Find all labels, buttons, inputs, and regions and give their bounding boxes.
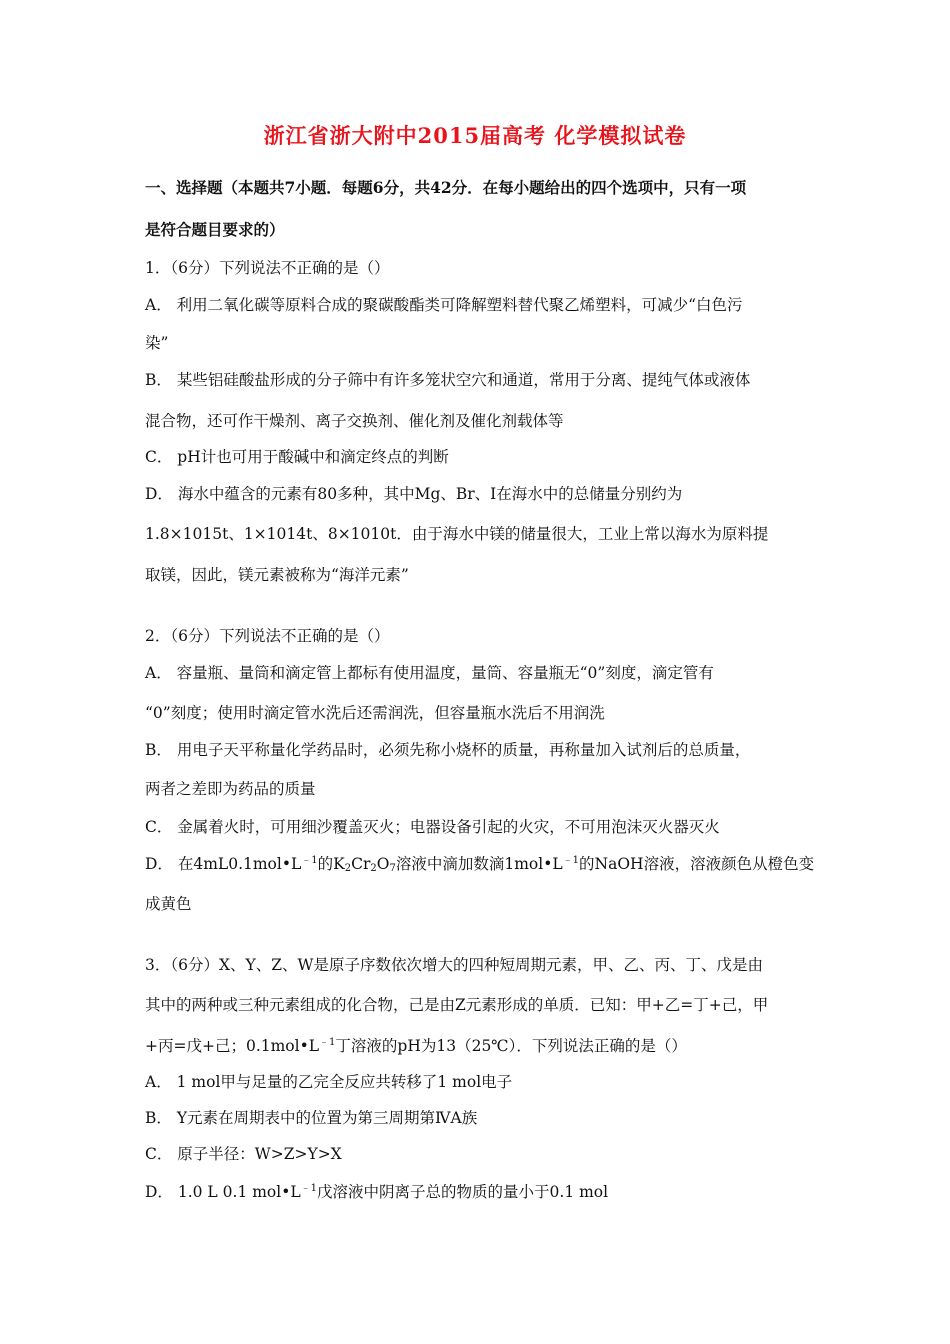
- q1-option-d-line2: 1.8×1015t、1×1014t、8×1010t．由于海水中镁的储量很大，工业上常以海水为原料提: [145, 525, 769, 543]
- q2-option-c: C． 金属着火时，可用细沙覆盖灭火；电器设备引起的火灾，不可用泡沫灭火器灭火: [145, 818, 720, 836]
- q3-stem-line2: 其中的两种或三种元素组成的化合物，己是由Z元素形成的单质．已知：甲+乙=丁+己，甲: [145, 996, 769, 1014]
- section-heading-line1: 一、选择题（本题共7小题．每题6分，共42分．在每小题给出的四个选项中，只有一项: [145, 178, 747, 197]
- page-title: 浙江省浙大附中2015届高考 化学模拟试卷: [263, 123, 687, 148]
- q2-option-b-line2: 两者之差即为药品的质量: [145, 780, 316, 798]
- q3-option-a: A． 1 mol甲与足量的乙完全反应共转移了1 mol电子: [145, 1073, 513, 1091]
- q3-option-d: [145, 1179, 810, 1202]
- q1-stem: 1．（6分）下列说法不正确的是（）: [145, 259, 390, 277]
- q3-stem-line3: [145, 1033, 810, 1056]
- q2-option-a-line1: A． 容量瓶、量筒和滴定管上都标有使用温度，量筒、容量瓶无“0”刻度，滴定管有: [145, 664, 714, 682]
- q2-d-text-5: 溶液中滴加数滴1mol•L: [395, 855, 563, 873]
- q3-option-b: B． Y元素在周期表中的位置为第三周期第ⅣA族: [145, 1109, 478, 1127]
- q2-option-d-line2: 成黄色: [145, 895, 192, 913]
- q1-option-d-line1: D． 海水中蕴含的元素有80多种，其中Mg、Br、I在海水中的总储量分别约为: [145, 485, 683, 503]
- q3-d-text-1: D． 1.0 L 0.1 mol•L: [145, 1183, 301, 1201]
- q2-d-text-1: D． 在4mL0.1mol•L: [145, 855, 302, 873]
- q1-option-d-line3: 取镁，因此，镁元素被称为“海洋元素”: [145, 566, 409, 584]
- q2-d-superscript-1: ﹣1: [301, 855, 318, 866]
- q2-d-text-6: 的NaOH溶液，溶液颜色从橙色变: [579, 855, 815, 873]
- q2-option-a-line2: “0”刻度；使用时滴定管水洗后还需润洗，但容量瓶水洗后不用润洗: [145, 704, 605, 722]
- q1-option-a-line1: A． 利用二氧化碳等原料合成的聚碳酸酯类可降解塑料替代聚乙烯塑料，可减少“白色污: [145, 296, 743, 314]
- q2-d-subscript-3: 7: [389, 863, 396, 874]
- q3-d-superscript: ﹣1: [300, 1183, 318, 1194]
- q2-d-text-4: O: [376, 855, 390, 873]
- q3-stem-text-2: 丁溶液的pH为13（25℃）．下列说法正确的是（）: [335, 1037, 687, 1055]
- q2-d-text-3: Cr: [351, 855, 371, 873]
- q2-d-superscript-2: ﹣1: [562, 855, 580, 866]
- q2-option-d-line1: [145, 851, 815, 874]
- q3-stem-text-1: +丙=戊+己；0.1mol•L: [145, 1037, 320, 1055]
- q2-stem: 2．（6分）下列说法不正确的是（）: [145, 627, 390, 645]
- q1-option-b-line2: 混合物，还可作干燥剂、离子交换剂、催化剂及催化剂载体等: [145, 412, 564, 430]
- section-heading-line2: 是符合题目要求的）: [145, 220, 285, 239]
- q3-d-text-2: 戊溶液中阴离子总的物质的量小于0.1 mol: [317, 1183, 609, 1201]
- q2-d-subscript-1: 2: [344, 863, 352, 874]
- q1-option-c: C． pH计也可用于酸碱中和滴定终点的判断: [145, 448, 449, 466]
- q1-option-b-line1: B． 某些铝硅酸盐形成的分子筛中有许多笼状空穴和通道，常用于分离、提纯气体或液体: [145, 371, 751, 389]
- q2-d-subscript-2: 2: [370, 863, 377, 874]
- q3-option-c: C． 原子半径：W>Z>Y>X: [145, 1145, 342, 1163]
- q1-option-a-line2: 染”: [145, 334, 169, 352]
- q3-stem-line1: 3．（6分）X、Y、Z、W是原子序数依次增大的四种短周期元素，甲、乙、丙、丁、戊是由: [145, 956, 763, 974]
- q2-option-b-line1: B． 用电子天平称量化学药品时，必须先称小烧杯的质量，再称量加入试剂后的总质量，: [145, 741, 751, 759]
- q3-stem-superscript: ﹣1: [319, 1037, 336, 1048]
- q2-d-text-2: 的K: [317, 855, 345, 873]
